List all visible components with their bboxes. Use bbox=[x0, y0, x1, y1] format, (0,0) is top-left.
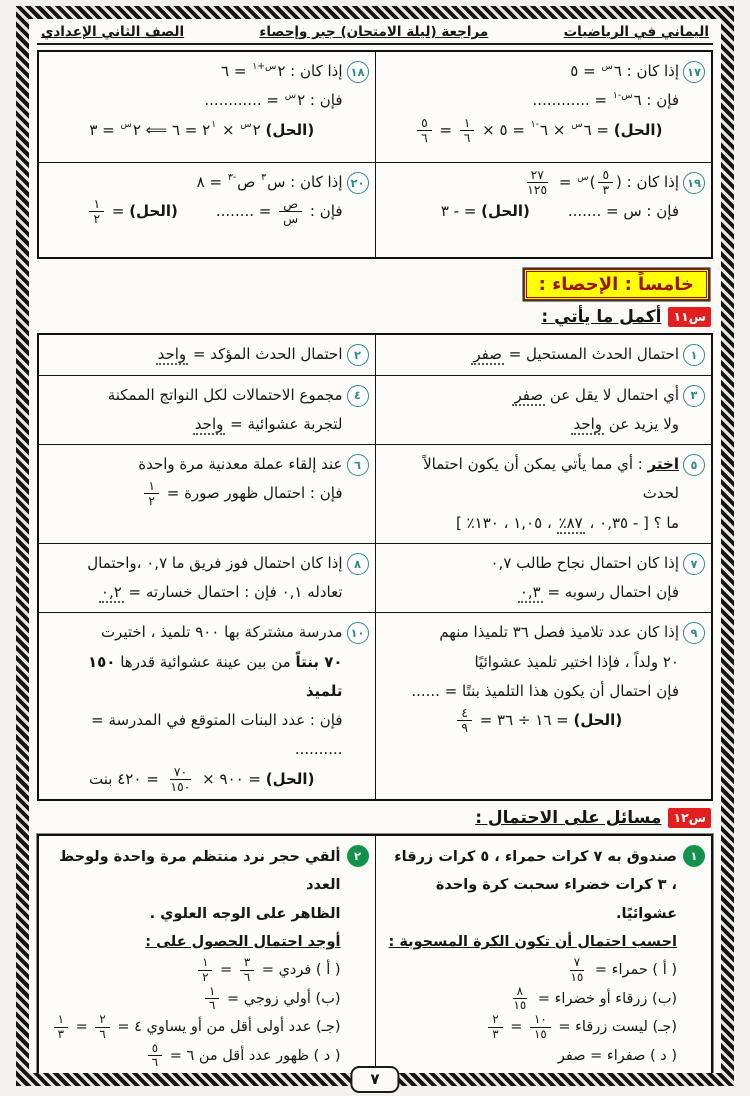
fraction: $\frac{٧٠}{١٥٠}$ bbox=[170, 764, 191, 794]
fraction: $\frac{١٠}{١٥}$ bbox=[530, 1013, 551, 1041]
text-line: ( د ) ظهور عدد أقل من ٦ = $\frac{٥}{٦}$ bbox=[47, 1042, 341, 1070]
answer-blank: صفر bbox=[473, 345, 502, 364]
item-number-badge: ٨ bbox=[347, 553, 369, 575]
item-lines bbox=[384, 340, 680, 369]
text-line: إذا كان احتمال فوز فريق ما ٠,٧ ،واحتمال bbox=[87, 553, 343, 572]
text-line: فإن : $\frac{\text{ص}}{\text{س}}$ = ........(الحل) = $\frac{١}{٢}$ bbox=[47, 197, 343, 226]
answer-blank: صفر bbox=[514, 385, 544, 404]
problem-number-badge: ١ bbox=[683, 845, 705, 867]
text-line: الظاهر على الوجه العلوي . bbox=[149, 905, 341, 922]
text-line: فإن : عدد البنات المتوقع في المدرسة = .......... bbox=[91, 711, 343, 759]
fraction: $\frac{٥}{٦}$ bbox=[417, 116, 432, 145]
text-line: (الحل) = $٦^س$ × $٦^{-١}$ = ٥ × $\frac{١}{٦}$ = $\frac{٥}{٦}$ bbox=[384, 116, 680, 145]
problem-cell-20 bbox=[38, 163, 375, 259]
answer-blank: ٠,٢ bbox=[100, 583, 122, 601]
statistics-section-title: خامساً : الإحصاء : bbox=[524, 269, 709, 300]
fraction: $\frac{١}{٢}$ bbox=[144, 479, 159, 508]
fraction: $\frac{١}{٦}$ bbox=[205, 985, 219, 1013]
item-cell-1 bbox=[375, 334, 712, 375]
text-line: ألقي حجر نرد منتظم مرة واحدة ولوحظ العدد bbox=[59, 849, 341, 894]
item-lines bbox=[47, 340, 343, 369]
probability-problem-1 bbox=[375, 835, 712, 1078]
item-number-badge: ٦ bbox=[347, 454, 369, 476]
text-line: فإن احتمال رسوبه = ٠,٣ bbox=[519, 583, 679, 601]
item-number-badge: ٧ bbox=[683, 553, 705, 575]
text-line: (الحل) = ٩٠٠ × $\frac{٧٠}{١٥٠}$ = ٤٢٠ بنت bbox=[89, 764, 315, 794]
answer-blank: واحد bbox=[573, 414, 603, 433]
problem-number-badge: ٢ bbox=[347, 845, 369, 867]
item-cell-2 bbox=[38, 334, 375, 375]
table-row bbox=[38, 51, 712, 163]
problem-lines bbox=[384, 843, 678, 1070]
problem-cell-18 bbox=[38, 51, 375, 163]
section-heading-wrap bbox=[41, 269, 709, 300]
problem-number-badge: ١٨ bbox=[347, 61, 369, 83]
text-line: مدرسة مشتركة بها ٩٠٠ تلميذ ، اختيرت bbox=[100, 623, 343, 642]
text-line: إذا كان : ( $\frac{٥}{٣}$ )$^س$ = $\frac{٢٧}{١٢٥}$ bbox=[384, 168, 680, 197]
text-line: (الحل) = ١٦ ÷ ٣٦ = $\frac{٤}{٩}$ bbox=[384, 706, 680, 735]
fraction: $\frac{٢٧}{١٢٥}$ bbox=[527, 168, 548, 198]
problem-lines bbox=[384, 168, 680, 227]
fraction: $\frac{٢}{٣}$ bbox=[488, 1013, 502, 1041]
item-lines bbox=[47, 549, 343, 608]
text-line: فإن : س = .......(الحل) = - ٣ bbox=[440, 202, 679, 221]
problem-number-badge: ٢٠ bbox=[347, 172, 369, 194]
text-line: ( د ) صفراء = صفر bbox=[557, 1047, 677, 1064]
item-cell-3 bbox=[375, 375, 712, 445]
probability-problem-2 bbox=[38, 835, 375, 1078]
item-lines bbox=[47, 618, 343, 794]
fraction: $\frac{٤}{٩}$ bbox=[457, 706, 472, 735]
answer-blank: واحد bbox=[157, 345, 187, 364]
page-number: ٧ bbox=[350, 1066, 399, 1093]
text-line: ٧٠ بنتاً من بين عينة عشوائية قدرها ١٥٠ تلميذ bbox=[87, 652, 343, 700]
text-line: أوجد احتمال الحصول على : bbox=[145, 933, 341, 950]
table-row bbox=[38, 163, 712, 259]
item-number-badge: ١٠ bbox=[347, 622, 369, 644]
fraction: $\frac{٥}{٦}$ bbox=[148, 1042, 162, 1070]
table-row bbox=[38, 543, 712, 613]
header-grade: الصف الثاني الإعدادي bbox=[41, 24, 185, 40]
fraction: $\frac{٢}{٦}$ bbox=[95, 1013, 109, 1041]
text-line: ولا يزيد عن واحد bbox=[573, 414, 679, 433]
complete-the-following-table bbox=[37, 333, 713, 801]
item-cell-7 bbox=[375, 543, 712, 613]
text-line: أي احتمال لا يقل عن صفر bbox=[514, 385, 679, 404]
problem-cell-19 bbox=[375, 163, 712, 259]
text-line: (جـ) ليست زرقاء = $\frac{١٠}{١٥}$ = $\frac{٢}{٣}$ bbox=[384, 1013, 678, 1041]
text-line: فإن : $٢^س$ = ............ bbox=[204, 89, 343, 110]
text-line: (جـ) عدد أولى أقل من أو يساوي ٤ = $\frac{٢}{٦}$ = $\frac{١}{٣}$ bbox=[47, 1013, 341, 1041]
text-line: (ب) أولي زوجي = $\frac{١}{٦}$ bbox=[47, 985, 341, 1013]
fraction: $\frac{١}{٢}$ bbox=[89, 197, 104, 226]
text-line: احتمال الحدث المؤكد = واحد bbox=[157, 345, 343, 364]
text-line: إذا كان احتمال نجاح طالب ٠,٧ bbox=[490, 553, 679, 572]
item-lines bbox=[47, 381, 343, 440]
fraction: $\frac{\text{ص}}{\text{س}}$ bbox=[279, 197, 302, 226]
text-line: إذا كان : $٢^{س+١}$ = ٦ bbox=[221, 60, 343, 80]
table-row bbox=[38, 835, 712, 1078]
question-12-strip bbox=[39, 808, 711, 828]
problem-lines bbox=[384, 57, 680, 145]
problem-lines bbox=[47, 57, 343, 145]
question-12-badge: س١٢ bbox=[668, 808, 711, 828]
item-lines bbox=[384, 381, 680, 440]
text-line: إذا كان عدد تلاميذ فصل ٣٦ تلميذا منهم bbox=[439, 623, 679, 642]
text-line: ما ؟ [ - ٠,٣٥ ، ٨٧٪ ، ١,٠٥ ، ١٣٠٪ ] bbox=[455, 513, 679, 532]
item-cell-6 bbox=[38, 445, 375, 544]
table-row bbox=[38, 445, 712, 544]
fraction: $\frac{١}{٦}$ bbox=[460, 116, 475, 145]
item-cell-10 bbox=[38, 613, 375, 800]
fraction: $\frac{١}{٢}$ bbox=[198, 956, 212, 984]
fraction: $\frac{١}{٣}$ bbox=[54, 1013, 68, 1041]
text-line: ( أ ) فردي = $\frac{٣}{٦}$ = $\frac{١}{٢}$ bbox=[47, 956, 341, 984]
problem-number-badge: ١٧ bbox=[683, 61, 705, 83]
text-line: (الحل) $٢^س$ × $٢^١$ = ٦ ⟸ $٢^س$ = ٣ bbox=[89, 119, 315, 139]
problem-cell-17 bbox=[375, 51, 712, 163]
item-cell-8 bbox=[38, 543, 375, 613]
item-lines bbox=[384, 618, 680, 735]
text-line: ( أ ) حمراء = $\frac{٧}{١٥}$ bbox=[384, 956, 678, 984]
fraction: $\frac{٧}{١٥}$ bbox=[570, 955, 584, 984]
item-number-badge: ٢ bbox=[347, 344, 369, 366]
item-number-badge: ٥ bbox=[683, 454, 705, 476]
item-lines bbox=[47, 450, 343, 509]
question-11-badge: س١١ bbox=[668, 307, 711, 327]
answer-blank: ٠,٣ bbox=[519, 583, 541, 601]
text-line: مجموع الاحتمالات لكل النواتج الممكنة bbox=[107, 385, 343, 404]
table-row bbox=[38, 334, 712, 375]
problem-lines bbox=[47, 843, 341, 1070]
table-row bbox=[38, 613, 712, 800]
item-cell-9 bbox=[375, 613, 712, 800]
answer-blank: واحد bbox=[194, 414, 224, 433]
problem-number-badge: ١٩ bbox=[683, 172, 705, 194]
answer-blank: ٨٧٪ bbox=[558, 513, 583, 532]
question-11-title: أكمل ما يأتي : bbox=[541, 307, 662, 328]
text-line: احسب احتمال أن تكون الكرة المسحوبة : bbox=[388, 933, 677, 950]
text-line: إذا كان : $٦^س$ = ٥ bbox=[570, 60, 679, 80]
text-line: احتمال الحدث المستحيل = صفر bbox=[473, 345, 679, 364]
text-line: ، ٣ كرات خضراء سحبت كرة واحدة عشوائيًا. bbox=[435, 877, 677, 922]
text-line: عند إلقاء عملة معدنية مرة واحدة bbox=[138, 455, 343, 473]
text-line: إذا كان : س$^٣$ ص$^{-٣}$ = ٨ bbox=[196, 171, 343, 191]
page-header bbox=[37, 22, 713, 45]
text-line: ٢٠ ولداً ، فإذا اختير تلميذ عشوائيًا bbox=[474, 652, 679, 671]
text-line: فإن : $٦^{س-١}$ = ............ bbox=[532, 89, 679, 110]
item-number-badge: ١ bbox=[683, 344, 705, 366]
text-line: فإن احتمال أن يكون هذا التلميذ بنتًا = ...... bbox=[411, 681, 679, 700]
header-author: اليماني في الرياضيات bbox=[563, 24, 709, 40]
item-cell-5 bbox=[375, 445, 712, 544]
item-number-badge: ٣ bbox=[683, 385, 705, 407]
text-line: صندوق به ٧ كرات حمراء ، ٥ كرات زرقاء bbox=[394, 849, 677, 866]
problem-lines bbox=[47, 168, 343, 227]
fraction: $\frac{٨}{١٥}$ bbox=[513, 983, 527, 1013]
table-row bbox=[38, 375, 712, 445]
item-lines bbox=[384, 450, 680, 538]
item-lines bbox=[384, 549, 680, 608]
header-title: مراجعة (ليلة الامتحان) جبر وإحصاء bbox=[259, 24, 489, 40]
fraction: $\frac{٥}{٣}$ bbox=[598, 168, 613, 197]
decorative-chain-border bbox=[16, 6, 734, 1086]
question-11-strip bbox=[39, 307, 711, 327]
fraction: $\frac{٣}{٦}$ bbox=[240, 956, 254, 984]
text-line: لتجربة عشوائية = واحد bbox=[194, 414, 343, 433]
text-line: (ب) زرقاء أو خضراء = $\frac{٨}{١٥}$ bbox=[384, 985, 678, 1013]
item-cell-4 bbox=[38, 375, 375, 445]
question-12-title: مسائل على الاحتمال : bbox=[475, 808, 662, 829]
item-number-badge: ٩ bbox=[683, 622, 705, 644]
probability-problems-table bbox=[37, 834, 713, 1079]
text-line: فإن : احتمال ظهور صورة = $\frac{١}{٢}$ bbox=[47, 479, 343, 508]
algebra-problems-table bbox=[37, 50, 713, 259]
text-line: تعادله ٠,١ فإن : احتمال خسارته = ٠,٢ bbox=[100, 583, 343, 601]
item-number-badge: ٤ bbox=[347, 385, 369, 407]
text-line: اختر : أي مما يأتي يمكن أن يكون احتمالاً لحدث bbox=[423, 455, 679, 503]
